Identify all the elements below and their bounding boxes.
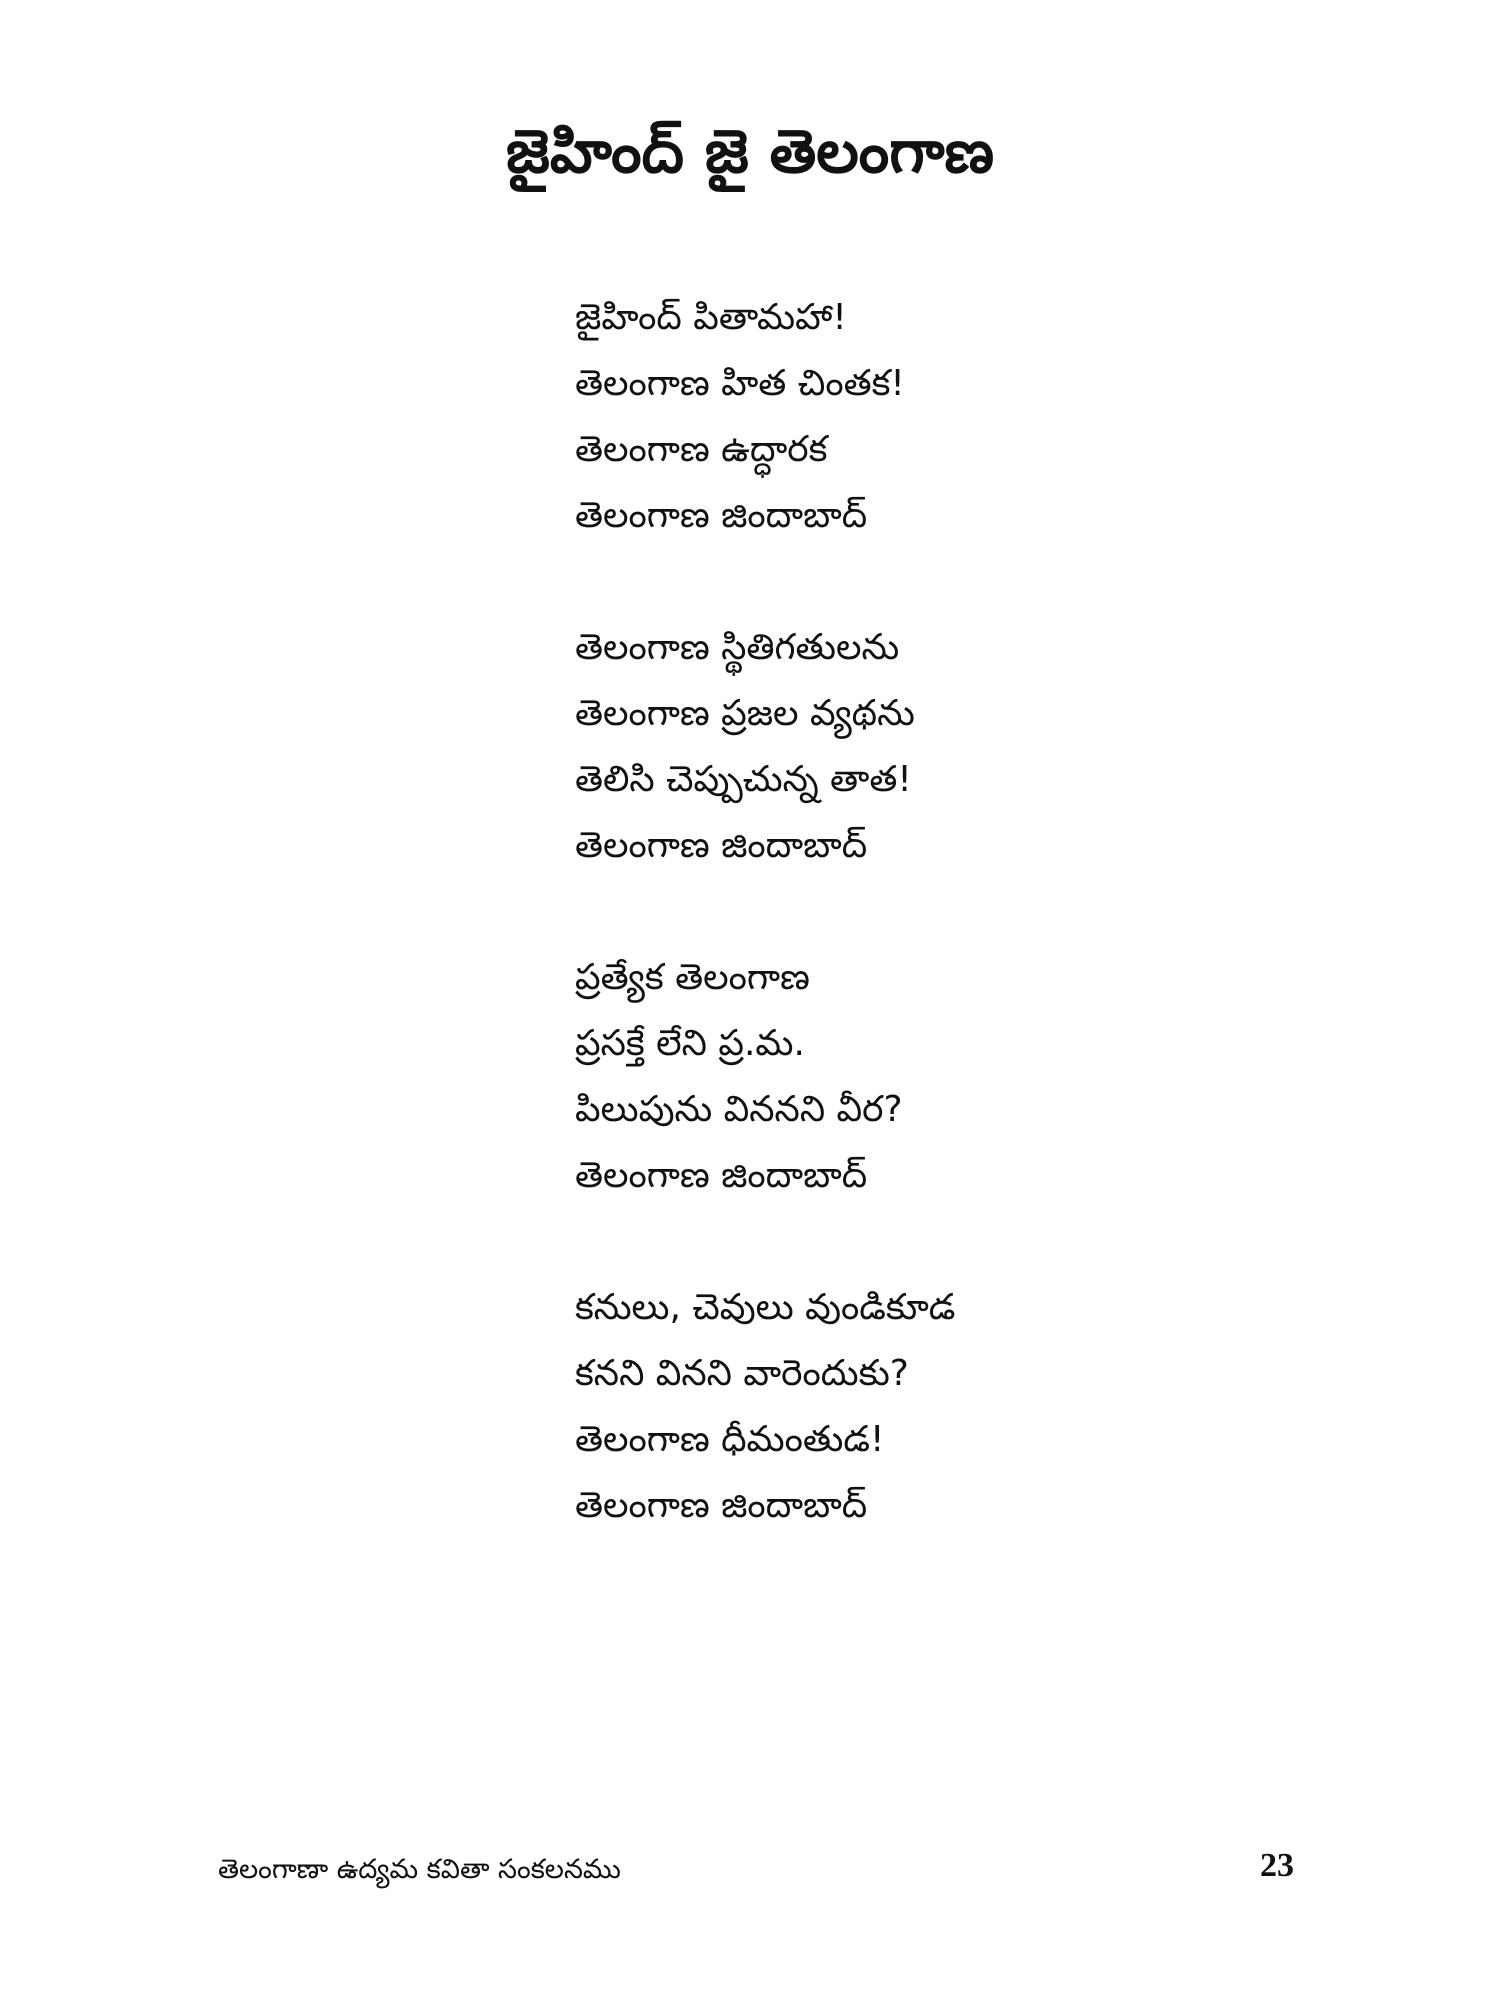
stanza-2 — [575, 615, 1275, 879]
poem-title: జైహింద్ జై తెలంగాణ — [505, 117, 995, 187]
stanza-3 — [575, 945, 1275, 1209]
poem-line: ప్రత్యేక తెలంగాణ — [575, 957, 810, 998]
poem-line: తెలంగాణ ధీమంతుడ! — [575, 1419, 885, 1460]
poem-line: ప్రసక్తే లేని ప్ర.మ. — [575, 1023, 805, 1064]
poem-line: తెలిసి చెప్పుచున్న తాత! — [575, 759, 912, 800]
poem-line: తెలంగాణ జిందాబాద్ — [575, 1485, 868, 1526]
stanza-1 — [575, 285, 1275, 549]
poem-line: కనని వినని వారెందుకు? — [575, 1353, 909, 1394]
poem-line: జైహింద్ పితామహా! — [575, 297, 847, 338]
poem-line: పిలుపును విననని వీర? — [575, 1089, 903, 1130]
poem-line: తెలంగాణ హిత చింతక! — [575, 363, 905, 404]
footer-book-title: తెలంగాణా ఉద్యమ కవితా సంకలనము — [218, 1854, 621, 1885]
poem-line: తెలంగాణ ఉద్ధారక — [575, 429, 828, 470]
poem-line: కనులు, చెవులు వుండికూడ — [575, 1287, 956, 1328]
poem-body — [575, 285, 1275, 1605]
poem-line: తెలంగాణ స్థితిగతులను — [575, 627, 900, 668]
poem-line: తెలంగాణ ప్రజల వ్యథను — [575, 693, 915, 734]
poem-line: తెలంగాణ జిందాబాద్ — [575, 1155, 868, 1196]
poem-line: తెలంగాణ జిందాబాద్ — [575, 825, 868, 866]
page-number: 23 — [1260, 1847, 1294, 1884]
poem-line: తెలంగాణ జిందాబాద్ — [575, 495, 868, 536]
stanza-4 — [575, 1275, 1275, 1539]
